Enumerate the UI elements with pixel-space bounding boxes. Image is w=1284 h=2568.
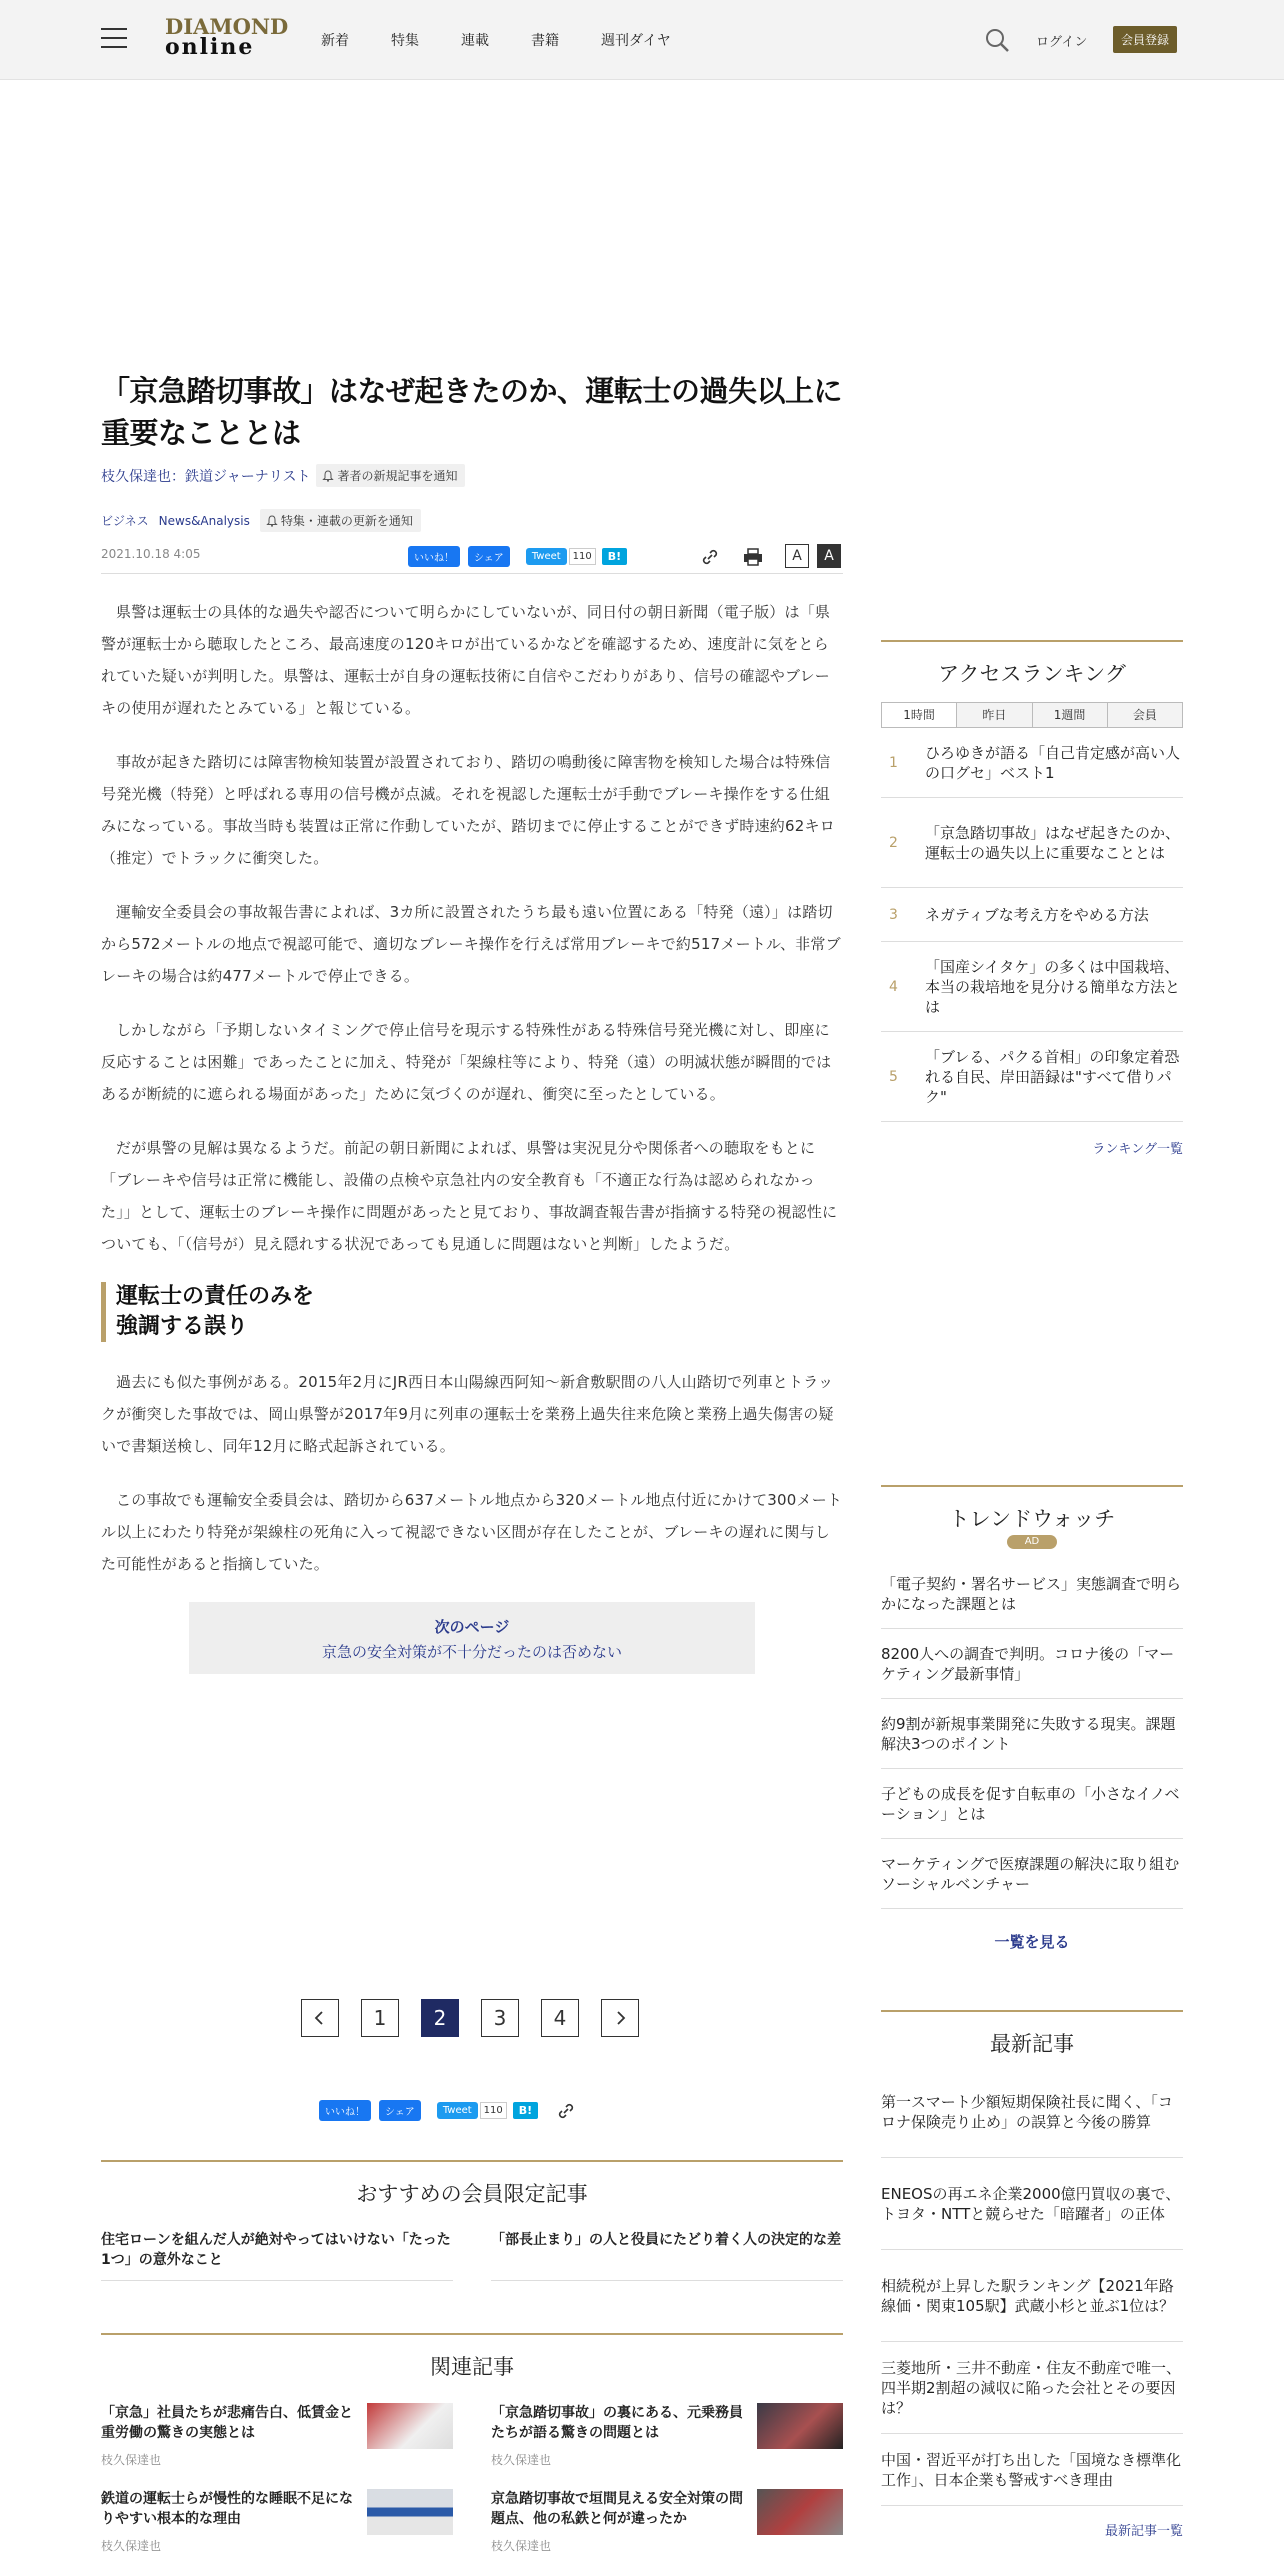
page-3[interactable]: 3 (481, 1999, 519, 2037)
meta-row (101, 546, 843, 574)
bell-icon (266, 515, 278, 527)
related-title: 関連記事 (430, 2355, 514, 2379)
ranking-widget (881, 640, 1183, 1157)
recommended-item[interactable]: 住宅ローンを組んだ人が絶対やってはいけない「たった1つ」の意外なこと (101, 2230, 453, 2281)
trend-item[interactable]: 子どもの成長を促す自転車の「小さなイノベーション」とは (881, 1769, 1183, 1839)
chevron-left-icon (313, 2011, 327, 2025)
ranking-more-link[interactable]: ランキング一覧 (1092, 1142, 1183, 1157)
paragraph: 事故が起きた踏切には障害物検知装置が設置されており、踏切の鳴動後に障害物を検知した場合は特殊信号発光機（特発）と呼ばれる専用の信号機が点滅。それを視認した運転士が手動でブレーキ操作をする仕組みになっている。事故当時も装置は正常に作動していたが、踏切までに停止することができず時速約62キロ（推定）でトラックに衝突した。 (101, 753, 835, 867)
ranking-item[interactable]: 1 ひろゆきが語る「自己肯定感が高い人の口グセ」ベスト1 (881, 728, 1183, 798)
site-header (0, 0, 1284, 80)
link-icon[interactable] (556, 2101, 576, 2121)
related-item[interactable]: 「京急」社員たちが悲痛告白、低賃金と重労働の驚きの実態とは 枝久保達也 (101, 2403, 453, 2489)
nav-weekly[interactable]: 週刊ダイヤ (601, 33, 671, 49)
hatena-bookmark-button[interactable]: B! (602, 548, 627, 565)
paragraph: 県警は運転士の具体的な過失や認否について明らかにしていないが、同日付の朝日新聞（電子版）は「県警が運転士から聴取したところ、最高速度の120キロが出ているかなどを確認するため、速度計に気をとられていた疑いが判明した。県警は、運転士が自身の運転技術に自信やこだわりがあり、信号の確認やブレーキの使用が遅れたとみている」と報じている。 (101, 603, 831, 717)
page-1[interactable]: 1 (361, 1999, 399, 2037)
link-icon[interactable] (700, 547, 720, 567)
bell-icon (322, 470, 334, 482)
trend-item[interactable]: 「電子契約・署名サービス」実態調査で明らかになった課題とは (881, 1559, 1183, 1629)
ranking-item[interactable]: 5 「ブレる、パクる首相」の印象定着恐れる自民、岸田語録は"すべて借りパク" (881, 1032, 1183, 1122)
next-page-button[interactable] (601, 1999, 639, 2037)
latest-item[interactable]: 三菱地所・三井不動産・住友不動産で唯一、四半期2割超の減収に陥った会社とその要因は？ (881, 2342, 1183, 2434)
related-item[interactable]: 京急踏切事故で垣間見える安全対策の問題点、他の私鉄と何が違ったか 枝久保達也 (491, 2489, 843, 2568)
recommended-title: おすすめの会員限定記事 (356, 2182, 588, 2206)
trend-title: トレンドウォッチ (948, 1507, 1116, 1531)
font-size-small-button[interactable]: A (785, 544, 809, 568)
page-2[interactable]: 2 (421, 1999, 459, 2037)
tweet-button[interactable]: Tweet (526, 548, 567, 565)
ranking-title: アクセスランキング (938, 662, 1126, 686)
global-nav (321, 30, 713, 50)
related-item[interactable]: 「京急踏切事故」の裏にある、元乗務員たちが語る驚きの問題とは 枝久保達也 (491, 2403, 843, 2489)
related-item[interactable]: 鉄道の運転士らが慢性的な睡眠不足になりやすい根本的な理由 枝久保達也 (101, 2489, 453, 2568)
category-row (101, 509, 843, 532)
page-4[interactable]: 4 (541, 1999, 579, 2037)
latest-item[interactable]: 相続税が上昇した駅ランキング【2021年路線価・関東105駅】武蔵小杉と並ぶ1位は？ (881, 2250, 1183, 2342)
facebook-like-button[interactable]: いいね！ (319, 2100, 371, 2121)
prev-page-button[interactable] (301, 1999, 339, 2037)
tab-yesterday[interactable]: 昨日 (957, 703, 1032, 727)
section-heading: 運転士の責任のみを 強調する誤り (101, 1282, 843, 1342)
bottom-share-bar (319, 2100, 576, 2121)
paragraph: 運輸安全委員会の事故報告書によれば、3カ所に設置されたうち最も遠い位置にある「特発（遠）」は踏切から572メートルの地点で視認可能で、適切なブレーキ操作を行えば常用ブレーキで約517メートル、非常ブレーキの場合は約477メートルで停止できる。 (101, 903, 841, 985)
recommended-item[interactable]: 「部長止まり」の人と役員にたどり着く人の決定的な差 (491, 2230, 843, 2281)
trend-widget (881, 1485, 1183, 1952)
facebook-like-button[interactable]: いいね！ (408, 546, 460, 567)
related-thumbnail (757, 2403, 843, 2449)
trend-item[interactable]: 8200人への調査で判明。コロナ後の「マーケティング最新事情」 (881, 1629, 1183, 1699)
login-link[interactable]: ログイン (1036, 35, 1088, 50)
ranking-tabs (881, 702, 1183, 728)
nav-features[interactable]: 特集 (391, 33, 419, 49)
related-thumbnail (367, 2403, 453, 2449)
ranking-item[interactable]: 2 「京急踏切事故」はなぜ起きたのか、運転士の過失以上に重要なこととは (881, 798, 1183, 888)
pagination (301, 1999, 661, 2037)
publish-date: 2021.10.18 4:05 (101, 547, 201, 561)
latest-more-link[interactable]: 最新記事一覧 (1104, 2524, 1183, 2539)
print-icon[interactable] (742, 546, 764, 568)
share-bar (408, 546, 627, 567)
latest-widget (881, 2010, 1183, 2539)
related-thumbnail (367, 2489, 453, 2535)
author-link[interactable]: 枝久保達也：鉄道ジャーナリスト (101, 468, 311, 485)
category-news[interactable]: News&Analysis (158, 513, 250, 528)
next-page-link[interactable]: 次のページ 京急の安全対策が不十分だったのは否めない (189, 1602, 755, 1674)
tab-members[interactable]: 会員 (1108, 703, 1182, 727)
article-title: 「京急踏切事故」はなぜ起きたのか、運転士の過失以上に重要なこととは (101, 374, 843, 450)
trend-item[interactable]: 約9割が新規事業開発に失敗する現実。課題解決3つのポイント (881, 1699, 1183, 1769)
recommended-section (101, 2160, 843, 2281)
category-business[interactable]: ビジネス (101, 514, 149, 528)
latest-item[interactable]: ENEOSの再エネ企業2000億円買収の裏で、トヨタ・NTTと競らせた「暗躍者」の正体 (881, 2158, 1183, 2250)
chevron-right-icon (613, 2011, 627, 2025)
paragraph: 過去にも似た事例がある。2015年2月にJR西日本山陽線西阿知～新倉敷駅間の八人山踏切で列車とトラックが衝突した事故では、岡山県警が2017年9月に列車の運転士を業務上過失往来危険と業務上過失傷害の疑いで書類送検し、同年12月に略式起訴されている。 (101, 1373, 834, 1455)
article-body (101, 596, 843, 1580)
register-button[interactable]: 会員登録 (1113, 26, 1177, 53)
tab-1week[interactable]: 1週間 (1033, 703, 1108, 727)
search-icon[interactable] (984, 27, 1010, 53)
paragraph: だが県警の見解は異なるようだ。前記の朝日新聞によれば、県警は実況見分や関係者への聴取をもとに「ブレーキや信号は正常に機能し、設備の点検や京急社内の安全教育も「不適正な行為は認められなかった」」として、運転士のブレーキ操作に問題があったと見ており、事故調査報告書が指摘する特発の視認性についても、「（信号が）見え隠れする状況であっても見通しに問題はないと判断」したようだ。 (101, 1139, 838, 1253)
tweet-count: 110 (569, 548, 596, 565)
font-size-large-button[interactable]: A (817, 544, 841, 568)
ranking-item[interactable]: 4 「国産シイタケ」の多くは中国栽培、本当の栽培地を見分ける簡単な方法とは (881, 942, 1183, 1032)
tab-1hour[interactable]: 1時間 (882, 703, 957, 727)
related-section (101, 2333, 843, 2568)
series-notify-button[interactable]: 特集・連載の更新を通知 (260, 509, 421, 532)
nav-new[interactable]: 新着 (321, 33, 349, 49)
author-row (101, 464, 843, 487)
facebook-share-button[interactable]: シェア (468, 546, 510, 567)
site-logo[interactable]: DIAMOND online (165, 14, 289, 60)
article-main (101, 370, 843, 1674)
tweet-count: 110 (480, 2102, 507, 2119)
latest-item[interactable]: 中国・習近平が打ち出した「国境なき標準化工作」、日本企業も警戒すべき理由 (881, 2434, 1183, 2506)
nav-books[interactable]: 書籍 (531, 33, 559, 49)
tweet-button[interactable]: Tweet (437, 2102, 478, 2119)
ranking-item[interactable]: 3 ネガティブな考え方をやめる方法 (881, 888, 1183, 942)
menu-icon[interactable] (101, 28, 127, 50)
author-notify-button[interactable]: 著者の新規記事を通知 (316, 464, 465, 487)
ad-badge: AD (1007, 1535, 1057, 1549)
paragraph: この事故でも運輸安全委員会は、踏切から637メートル地点から320メートル地点付近にかけて300メートル以上にわたり特発が架線柱の死角に入って視認できない区間が存在したことが、ブレーキの遅れに関与した可能性があると指摘していた。 (101, 1491, 843, 1573)
latest-title: 最新記事 (990, 2032, 1074, 2056)
latest-item[interactable]: 第一スマート少額短期保険社長に聞く、「コロナ保険売り止め」の誤算と今後の勝算 (881, 2066, 1183, 2158)
related-thumbnail (757, 2489, 843, 2535)
hatena-bookmark-button[interactable]: B! (513, 2102, 538, 2119)
facebook-share-button[interactable]: シェア (379, 2100, 421, 2121)
paragraph: しかしながら「予期しないタイミングで停止信号を現示する特殊性がある特殊信号発光機に対し、即座に反応することは困難」であったことに加え、特発が「架線柱等により、特発（遠）の明滅状態が瞬間的ではあるが断続的に遮られる場面があった」ために気づくのが遅れ、衝突に至ったとしている。 (101, 1021, 832, 1103)
trend-item[interactable]: マーケティングで医療課題の解決に取り組むソーシャルベンチャー (881, 1839, 1183, 1909)
nav-series[interactable]: 連載 (461, 33, 489, 49)
trend-more-link[interactable]: 一覧を見る (994, 1933, 1070, 1951)
